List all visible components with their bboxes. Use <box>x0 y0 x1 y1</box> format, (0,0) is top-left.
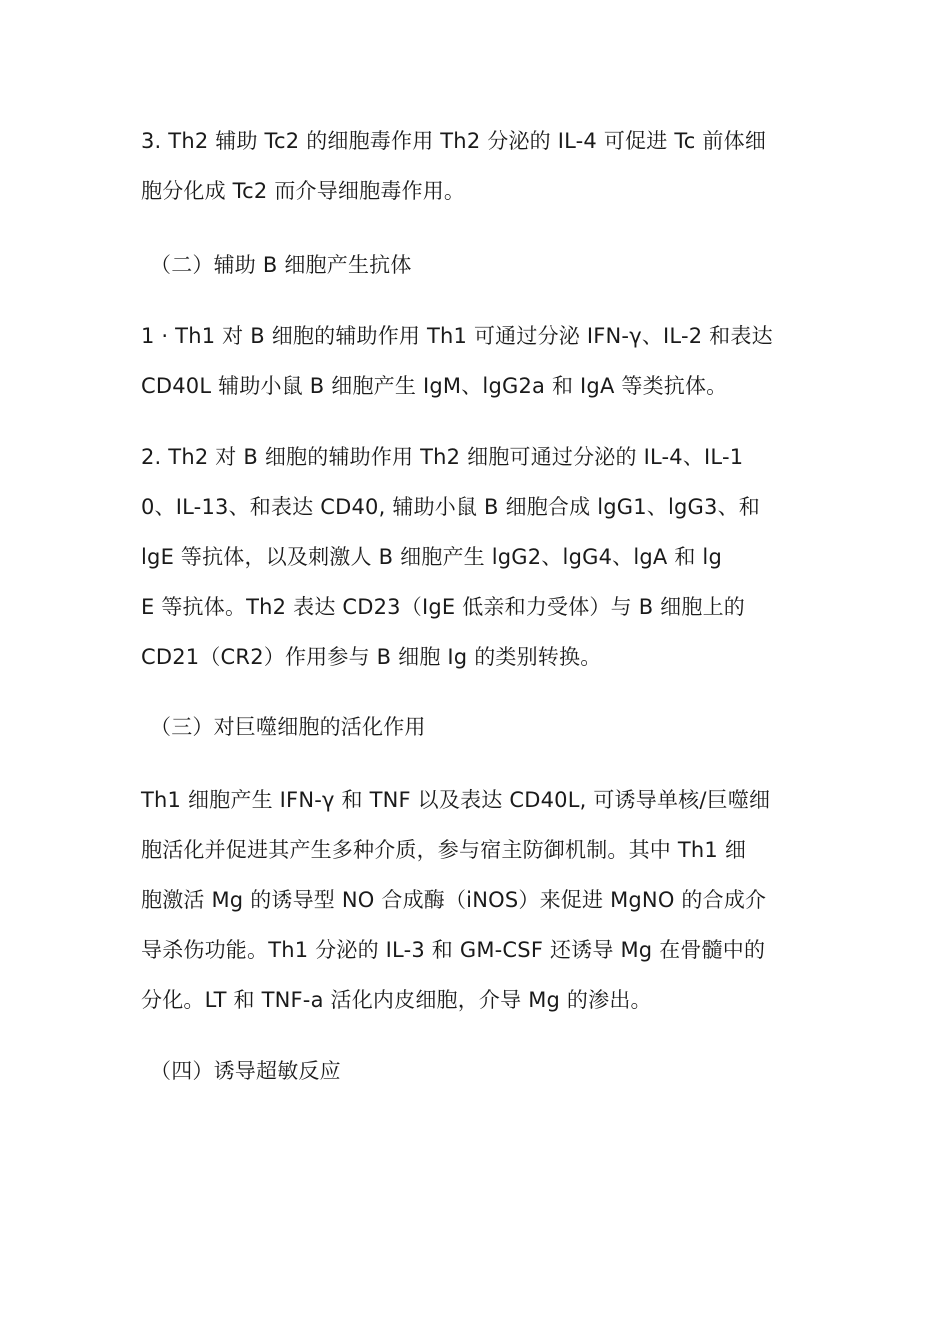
paragraph-th1-line-2: CD40L 辅助小鼠 B 细胞产生 IgM、lgG2a 和 IgA 等类抗体。 <box>141 374 728 398</box>
paragraph-th2-line-2: 0、IL-13、和表达 CD40, 辅助小鼠 B 细胞合成 lgG1、lgG3、和 <box>141 495 760 519</box>
paragraph-macrophage-line-1: Th1 细胞产生 IFN-γ 和 TNF 以及表达 CD40L, 可诱导单核/巨噬细 <box>141 788 771 812</box>
paragraph-3-line-1: 3. Th2 辅助 Tc2 的细胞毒作用 Th2 分泌的 IL-4 可促进 Tc 前体细 <box>141 129 767 153</box>
paragraph-macrophage-line-4: 导杀伤功能。Th1 分泌的 IL-3 和 GM-CSF 还诱导 Mg 在骨髓中的 <box>141 938 766 962</box>
paragraph-3-line-2: 胞分化成 Tc2 而介导细胞毒作用。 <box>141 179 466 203</box>
paragraph-th2-line-1: 2. Th2 对 B 细胞的辅助作用 Th2 细胞可通过分泌的 IL-4、IL-1 <box>141 445 744 469</box>
paragraph-macrophage-line-3: 胞激活 Mg 的诱导型 NO 合成酶（iNOS）来促进 MgNO 的合成介 <box>141 888 767 912</box>
paragraph-macrophage-line-5: 分化。LT 和 TNF-a 活化内皮细胞，介导 Mg 的渗出。 <box>141 988 652 1012</box>
paragraph-macrophage-line-2: 胞活化并促进其产生多种介质，参与宿主防御机制。其中 Th1 细 <box>141 838 747 862</box>
section-heading-3: （三）对巨噬细胞的活化作用 <box>150 715 426 739</box>
paragraph-th2-line-4: E 等抗体。Th2 表达 CD23（IgE 低亲和力受体）与 B 细胞上的 <box>141 595 745 619</box>
section-heading-2: （二）辅助 B 细胞产生抗体 <box>150 253 412 277</box>
paragraph-th1-line-1: 1 · Th1 对 B 细胞的辅助作用 Th1 可通过分泌 IFN-γ、IL-2 和表达 <box>141 324 773 348</box>
paragraph-th2-line-3: lgE 等抗体，以及刺激人 B 细胞产生 lgG2、lgG4、lgA 和 lg <box>141 545 722 569</box>
paragraph-th2-line-5: CD21（CR2）作用参与 B 细胞 Ig 的类别转换。 <box>141 645 602 669</box>
section-heading-4: （四）诱导超敏反应 <box>150 1059 341 1083</box>
